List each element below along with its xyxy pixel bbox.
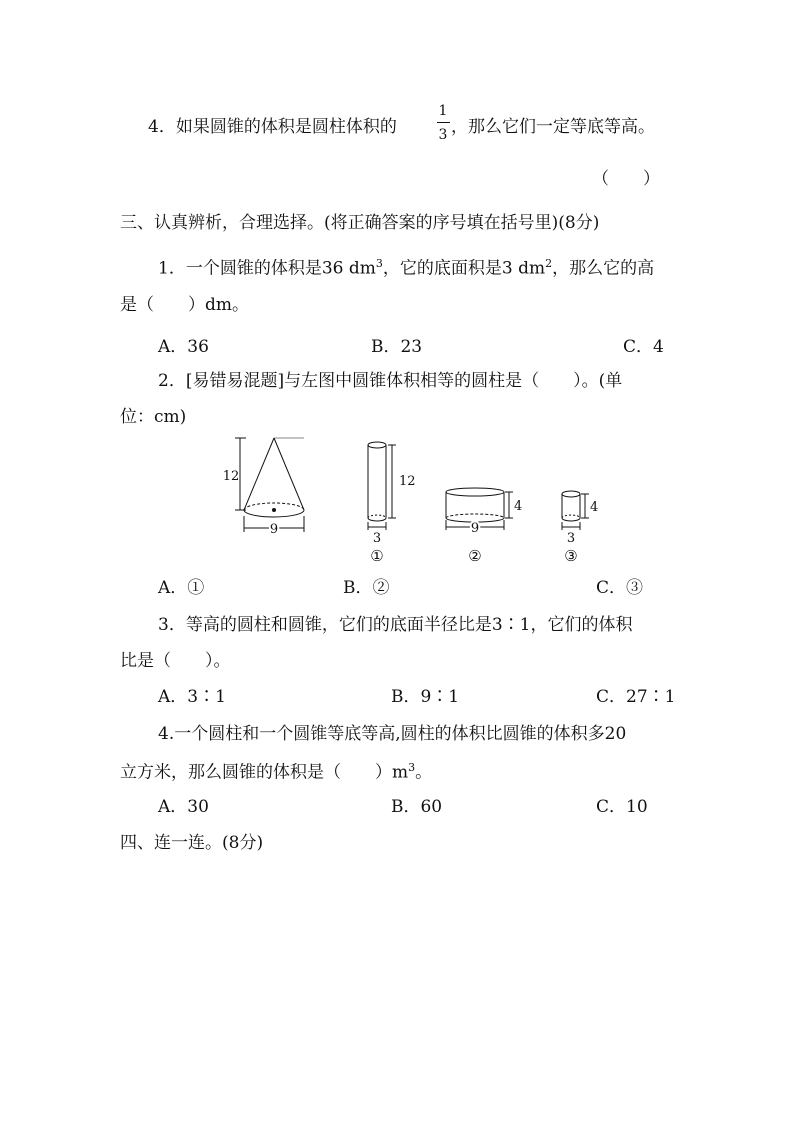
judge-q4-frac-den: 3 bbox=[438, 127, 448, 143]
judge-q4-answer-paren: （ ） bbox=[592, 169, 660, 189]
q1-option-c[interactable]: C．4 bbox=[623, 337, 664, 357]
section4-title: 四、连一连。(8分) bbox=[120, 833, 264, 853]
q2-option-c[interactable]: C．③ bbox=[596, 578, 644, 598]
q3-line1: 3．等高的圆柱和圆锥，它们的底面半径比是3∶1，它们的体积 bbox=[158, 615, 633, 635]
q4-line2-a: 立方米，那么圆锥的体积是（ ）m bbox=[120, 762, 409, 783]
section3-title: 三、认真辨析，合理选择。(将正确答案的序号填在括号里)(8分) bbox=[120, 213, 600, 233]
q4-option-b[interactable]: B．60 bbox=[391, 797, 443, 817]
q1-option-a[interactable]: A．36 bbox=[158, 337, 209, 357]
cylinder-2-height-label: 4 bbox=[514, 499, 523, 514]
q1-option-b[interactable]: B．23 bbox=[371, 337, 423, 357]
cylinder-2-label: ② bbox=[468, 547, 482, 565]
q3-option-b[interactable]: B．9∶1 bbox=[391, 687, 460, 707]
cone-figure bbox=[235, 438, 304, 532]
judge-q4-suffix: ，那么它们一定等底等高。 bbox=[451, 117, 655, 137]
cylinder-3-label: ③ bbox=[564, 547, 578, 565]
q4-option-a[interactable]: A．30 bbox=[158, 797, 209, 817]
q3-option-a[interactable]: A．3∶1 bbox=[158, 687, 226, 707]
cylinder-2-diameter-label: 9 bbox=[470, 521, 480, 536]
q1-sup-cube: 3 bbox=[375, 257, 383, 270]
q4-option-c[interactable]: C．10 bbox=[596, 797, 648, 817]
q2-line2: 位：cm) bbox=[120, 407, 187, 427]
q1-line1 bbox=[158, 258, 654, 278]
q1-line2: 是（ ）dm。 bbox=[120, 295, 250, 315]
cone-height-label: 12 bbox=[222, 469, 240, 484]
judge-q4-frac-num: 1 bbox=[438, 103, 448, 119]
q4-line1: 4.一个圆柱和一个圆锥等底等高,圆柱的体积比圆锥的体积多20 bbox=[158, 724, 627, 744]
cone-diameter-label: 9 bbox=[269, 522, 279, 537]
q4-sup-cube: 3 bbox=[408, 761, 416, 774]
cylinder-1-figure bbox=[368, 442, 396, 530]
judge-q4-prefix: 4．如果圆锥的体积是圆柱体积的 bbox=[148, 117, 397, 137]
cylinder-1-diameter-label: 3 bbox=[372, 531, 382, 546]
q2-option-b[interactable]: B．② bbox=[343, 578, 390, 598]
q4-line2 bbox=[120, 762, 432, 782]
q3-line2: 比是（ ）。 bbox=[120, 651, 231, 671]
q3-option-c[interactable]: C．27∶1 bbox=[596, 687, 676, 707]
q2-option-a[interactable]: A．① bbox=[158, 578, 205, 598]
q1-line1-c: ，那么它的高 bbox=[552, 258, 655, 279]
q1-line1-b: ，它的底面积是3 dm bbox=[382, 258, 546, 279]
judge-q4-frac-bar bbox=[437, 122, 450, 123]
cylinder-3-diameter-label: 3 bbox=[566, 531, 576, 546]
cylinder-1-height-label: 12 bbox=[399, 474, 416, 489]
q1-sup-square: 2 bbox=[545, 257, 553, 270]
cylinder-2-figure bbox=[446, 488, 513, 530]
q4-line2-b: 。 bbox=[415, 762, 433, 783]
cylinder-3-height-label: 4 bbox=[590, 500, 599, 515]
cylinder-1-label: ① bbox=[370, 547, 384, 565]
q1-line1-a: 1．一个圆锥的体积是36 dm bbox=[158, 258, 376, 279]
q2-line1: 2．[易错易混题]与左图中圆锥体积相等的圆柱是（ ）。(单 bbox=[158, 371, 623, 391]
cylinder-3-figure bbox=[562, 491, 589, 530]
q2-figure bbox=[220, 432, 620, 572]
